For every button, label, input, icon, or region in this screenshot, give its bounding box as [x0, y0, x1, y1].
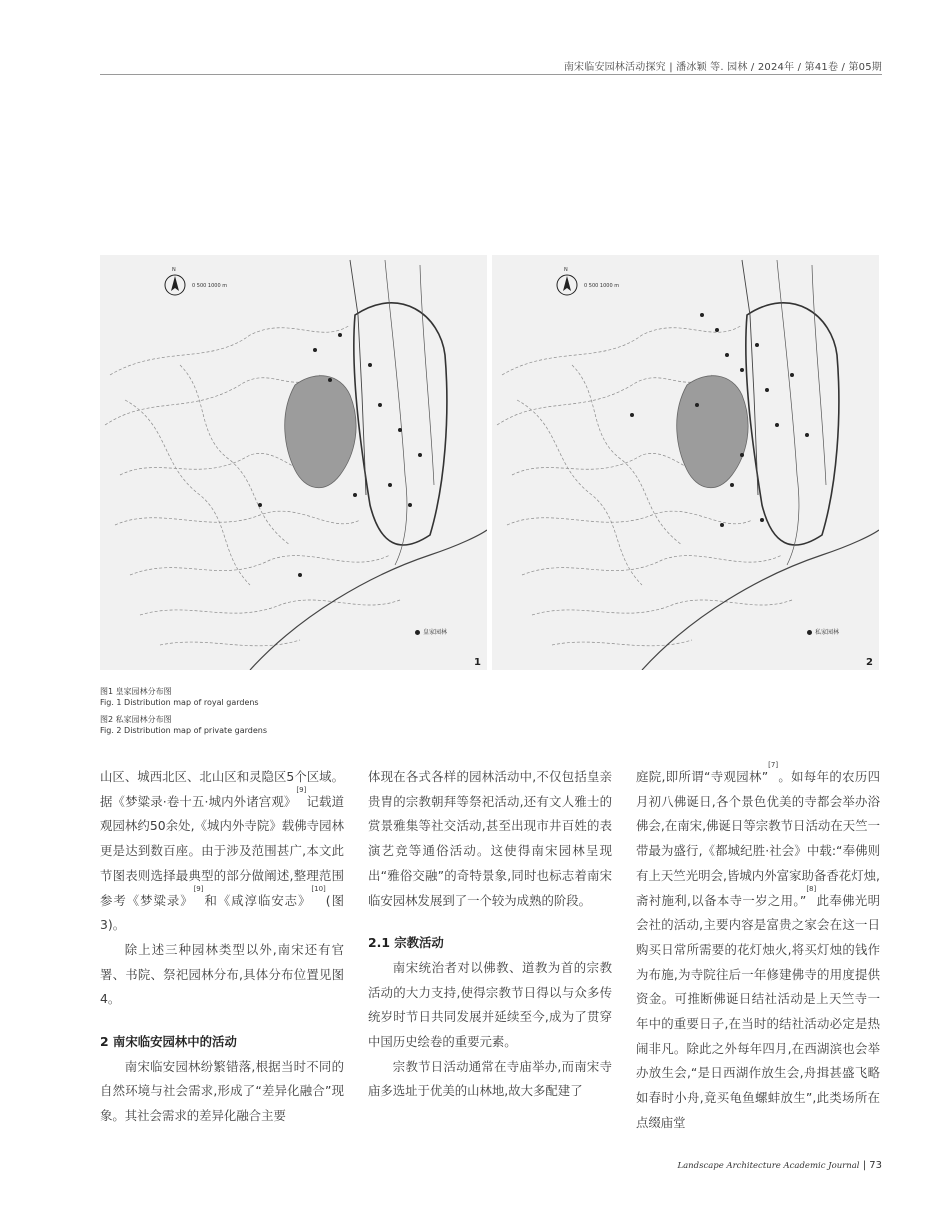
page-number: 73 — [869, 1160, 882, 1171]
paragraph: 山区、城西北区、北山区和灵隐区5个区域。据《梦粱录·卷十五·城内外诸宫观》[9]记载道观园林约50余处,《城内外寺院》载佛寺园林更是达到数百座。由于涉及范围甚广,本文此节图表则选择最典型的部分做阐述,整理范围参考《梦粱录》[9]和《咸淳临安志》[10](图3)。 — [100, 769, 344, 933]
subsection-heading: 2.1 宗教活动 — [368, 935, 444, 951]
figure-number-2: 2 — [866, 657, 873, 668]
caption-fig2-en: Fig. 2 Distribution map of private gardens — [100, 726, 268, 735]
footer-separator: | — [862, 1160, 867, 1171]
paragraph: 宗教节日活动通常在寺庙举办,而南宋寺庙多选址于优美的山林地,故大多配建了 — [368, 1058, 612, 1099]
paragraph: 南宋统治者对以佛教、道教为首的宗教活动的大力支持,使得宗教节日得以与众多传统岁时节日共同发展并延续至今,成为了贯穿中国历史绘卷的重要元素。 — [368, 959, 612, 1050]
journal-name: Landscape Architecture Academic Journal — [677, 1161, 860, 1171]
north-label-2: N — [564, 267, 568, 273]
legend-2: 私家园林 — [807, 627, 839, 636]
map-graphic-1 — [100, 255, 487, 670]
legend-dot-icon — [415, 630, 420, 635]
text-column-3 — [636, 761, 881, 1136]
running-header: 南宋临安园林活动探究 | 潘冰颖 等. 园林 / 2024年 / 第41卷 / 第05期 — [563, 62, 882, 73]
paragraph: 体现在各式各样的园林活动中,不仅包括皇亲贵胄的宗教朝拜等祭祀活动,还有文人雅士的赏景雅集等社交活动,甚至出现市井百姓的表演艺竞等通俗活动。这使得南宋园林呈现出“雅俗交融”的奇特景象,同时也标志着南宋临安园林发展到了一个较为成熟的阶段。 — [368, 769, 612, 908]
scale-bar-1: 0 500 1000 m — [192, 283, 228, 289]
legend-1: 皇家园林 — [415, 627, 447, 636]
paragraph: 庭院,即所谓“寺观园林”[7]。如每年的农历四月初八佛诞日,各个景色优美的寺都会举办浴佛会,在南宋,佛诞日等宗教节日活动在天竺一带最为盛行,《都城纪胜·社会》中载:“奉佛则有上天竺光明会,皆城内外富家助备香花灯烛,斋衬施利,以备本寺一岁之用。”[8]此奉佛光明会社的活动,主要内容是富贵之家会在这一日购买日常所需要的花灯烛火,将买灯烛的钱作为布施,为寺院往后一年修建佛寺的用度提供资金。可推断佛诞日结社活动是上天竺寺一年中的重要日子,在当时的结社活动必定是热闹非凡。除此之外每年四月,在西湖滨也会举办放生会,“是日西湖作放生会,舟揖甚盛飞略如春时小舟,竟买龟鱼螺蚌放生”,此类场所在点缀庙堂 — [636, 761, 881, 1130]
caption-fig2-cn: 图2 私家园林分布图 — [100, 715, 172, 724]
page-footer — [677, 1160, 882, 1171]
caption-fig1-cn: 图1 皇家园林分布图 — [100, 687, 172, 696]
scale-bar-2: 0 500 1000 m — [584, 283, 620, 289]
paragraph: 除上述三种园林类型以外,南宋还有官署、书院、祭祀园林分布,具体分布位置见图4。 — [100, 941, 344, 1007]
north-label-1: N — [172, 267, 176, 273]
text-column-1 — [100, 765, 344, 1129]
caption-fig1-en: Fig. 1 Distribution map of royal gardens — [100, 698, 259, 707]
section-heading: 2 南宋临安园林中的活动 — [100, 1034, 237, 1050]
figure-captions — [100, 686, 267, 742]
legend-dot-icon — [807, 630, 812, 635]
map-graphic-2 — [492, 255, 879, 670]
figure-number-1: 1 — [474, 657, 481, 668]
figure-2-map — [492, 255, 879, 670]
paragraph: 南宋临安园林纷繁错落,根据当时不同的自然环境与社会需求,形成了“差异化融合”现象。其社会需求的差异化融合主要 — [100, 1058, 344, 1124]
text-column-2 — [368, 765, 612, 1104]
figure-1-map — [100, 255, 487, 670]
header-rule — [100, 74, 882, 75]
